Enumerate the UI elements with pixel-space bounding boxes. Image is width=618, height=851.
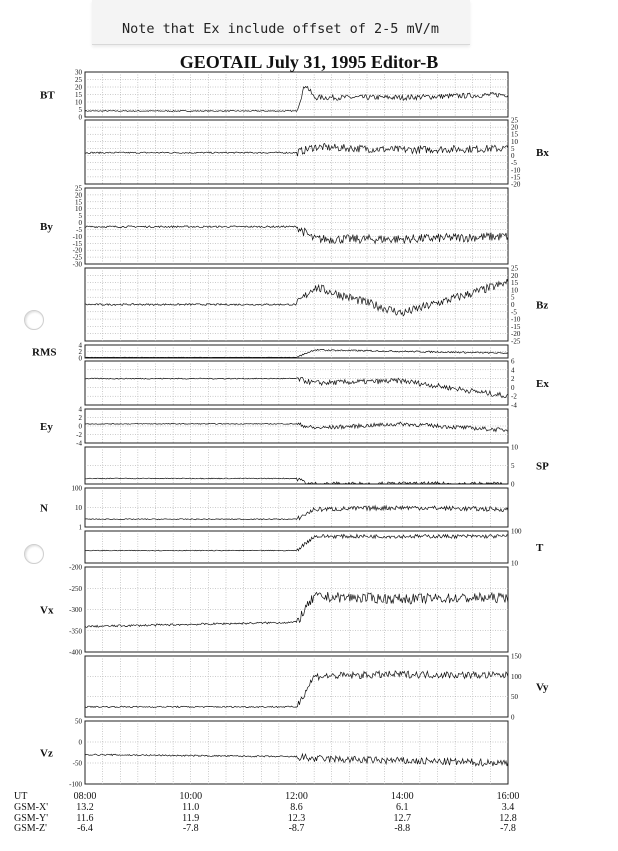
tick-label-vx: -350: [69, 627, 82, 636]
tick-label-by: 0: [78, 219, 82, 228]
tick-label-by: -25: [72, 253, 82, 262]
tick-label-bz: -5: [511, 308, 517, 317]
panel-frame-ex: [85, 361, 508, 405]
tick-label-bt: 0: [78, 113, 82, 122]
footer-value: 13.2: [76, 802, 94, 813]
x-tick-label: 08:00: [73, 791, 97, 802]
panel-frame-vz: [85, 721, 508, 784]
panel-label-rms: RMS: [32, 346, 57, 359]
tick-label-bx: -10: [511, 166, 521, 175]
tick-label-rms: 2: [78, 348, 82, 356]
tick-label-vy: 0: [511, 713, 515, 722]
tick-label-bx: 5: [511, 144, 515, 153]
tick-label-by: -10: [72, 232, 82, 241]
footer-value: -7.8: [182, 823, 199, 834]
tick-label-by: -30: [72, 260, 82, 269]
tick-label-bz: 0: [511, 301, 515, 309]
footer-value: -6.4: [77, 823, 93, 834]
footer-value: 11.9: [182, 813, 200, 824]
tick-label-vy: 100: [511, 672, 522, 681]
tick-label-bz: -10: [511, 315, 521, 324]
tick-label-by: 5: [78, 212, 82, 221]
x-tick-label: 16:00: [496, 791, 520, 802]
tick-label-bz: -25: [511, 337, 521, 346]
x-tick-label: 12:00: [285, 791, 308, 802]
tick-label-n: 10: [75, 504, 82, 512]
tick-label-rms: 0: [78, 354, 82, 363]
footer-value: -7.8: [500, 823, 516, 834]
footer-value: 11.0: [182, 802, 200, 813]
tick-label-vz: -100: [69, 780, 82, 789]
tick-label-bt: 5: [78, 106, 82, 114]
panel-label-by: By: [40, 221, 53, 233]
tick-label-bx: 15: [511, 130, 518, 139]
tick-label-sp: 5: [511, 462, 515, 470]
tick-label-ey: 0: [78, 422, 82, 431]
footer-value: 11.6: [76, 813, 94, 824]
tick-label-ey: -4: [76, 439, 82, 448]
tick-label-bx: -15: [511, 173, 521, 182]
footer-row-label: UT: [14, 791, 28, 802]
panel-label-vx: Vx: [40, 604, 54, 617]
tick-label-vz: 50: [75, 717, 82, 726]
panel-label-bz: Bz: [536, 299, 549, 312]
footer-value: 3.4: [501, 802, 515, 813]
tick-label-vz: -50: [72, 759, 82, 768]
tick-label-by: -15: [72, 239, 82, 248]
tick-label-bx: -5: [511, 159, 517, 168]
footer-value: -8.7: [288, 823, 305, 834]
tick-label-vy: 150: [511, 652, 522, 661]
tick-label-ex: 0: [511, 383, 515, 392]
panel-label-n: N: [40, 502, 48, 515]
series-line-n: [85, 506, 508, 520]
tick-label-n: 1: [78, 523, 82, 532]
tick-label-bz: -20: [511, 330, 521, 339]
tick-label-ey: 4: [78, 405, 82, 414]
tick-label-n: 100: [71, 484, 82, 493]
footer-value: 12.3: [287, 813, 306, 824]
tick-label-vz: 0: [78, 738, 82, 747]
footer-value: 12.8: [499, 813, 517, 824]
footer-row-label: GSM-Y': [14, 813, 49, 824]
chart-title: GEOTAIL July 31, 1995 Editor-B: [179, 52, 439, 72]
tick-label-ex: 6: [511, 357, 515, 366]
tick-label-by: -5: [76, 225, 82, 234]
panel-label-vz: Vz: [40, 747, 53, 760]
tick-label-bx: 0: [511, 152, 515, 161]
panel-label-bt: BT: [40, 89, 55, 102]
tick-label-bx: 20: [511, 123, 518, 132]
tick-label-bt: 15: [75, 91, 82, 99]
tick-label-by: 20: [75, 191, 82, 200]
panel-label-vy: Vy: [536, 681, 549, 694]
tick-label-bt: 20: [75, 83, 82, 92]
tick-label-bz: 10: [511, 286, 518, 295]
panel-label-sp: SP: [536, 460, 549, 473]
tick-label-t: 100: [511, 527, 522, 536]
panel-label-ey: Ey: [40, 421, 53, 433]
tick-label-sp: 10: [511, 443, 518, 452]
tick-label-bt: 30: [75, 68, 82, 77]
footer-value: 8.6: [290, 802, 303, 813]
tick-label-ex: 2: [511, 375, 515, 384]
tick-label-vx: -300: [69, 606, 82, 614]
footer-row-label: GSM-X': [14, 802, 49, 813]
tick-label-ex: 4: [511, 366, 515, 375]
footer-value: 12.7: [393, 813, 411, 824]
tick-label-bt: 25: [75, 76, 82, 84]
tick-label-bx: 10: [511, 137, 518, 146]
series-line-sp: [85, 478, 508, 484]
tick-label-t: 10: [511, 559, 518, 568]
tick-label-by: 10: [75, 205, 82, 214]
panel-label-ex: Ex: [536, 378, 549, 390]
tick-label-sp: 0: [511, 480, 515, 489]
tick-label-vx: -200: [69, 563, 82, 572]
footer-row-label: GSM-Z': [14, 823, 47, 834]
tick-label-bt: 10: [75, 98, 82, 107]
tick-label-vx: -250: [69, 584, 82, 593]
tick-label-bz: 5: [511, 293, 515, 302]
tick-label-bz: -15: [511, 322, 521, 331]
tick-label-ey: -2: [76, 431, 82, 439]
offset-note-text: Note that Ex include offset of 2-5 mV/m: [122, 21, 439, 37]
tick-label-bx: -20: [511, 180, 521, 189]
x-tick-label: 10:00: [179, 791, 203, 802]
tick-label-ex: -2: [511, 392, 517, 401]
tick-label-ex: -4: [511, 401, 517, 410]
tick-label-by: 15: [75, 198, 82, 207]
tick-label-bz: 20: [511, 271, 518, 280]
tick-label-by: -20: [72, 246, 82, 255]
tick-label-bx: 25: [511, 116, 518, 125]
tick-label-bz: 15: [511, 279, 518, 288]
footer-value: 6.1: [396, 802, 409, 813]
tick-label-ey: 2: [78, 414, 82, 422]
tick-label-bz: 25: [511, 264, 518, 273]
tick-label-vx: -400: [69, 648, 82, 657]
tick-label-rms: 4: [78, 341, 82, 350]
tick-label-vy: 50: [511, 693, 518, 702]
panel-label-bx: Bx: [536, 147, 549, 159]
panel-label-t: T: [536, 542, 544, 554]
tick-label-by: 25: [75, 184, 82, 193]
footer-value: -8.8: [394, 823, 411, 834]
x-tick-label: 14:00: [390, 791, 414, 802]
